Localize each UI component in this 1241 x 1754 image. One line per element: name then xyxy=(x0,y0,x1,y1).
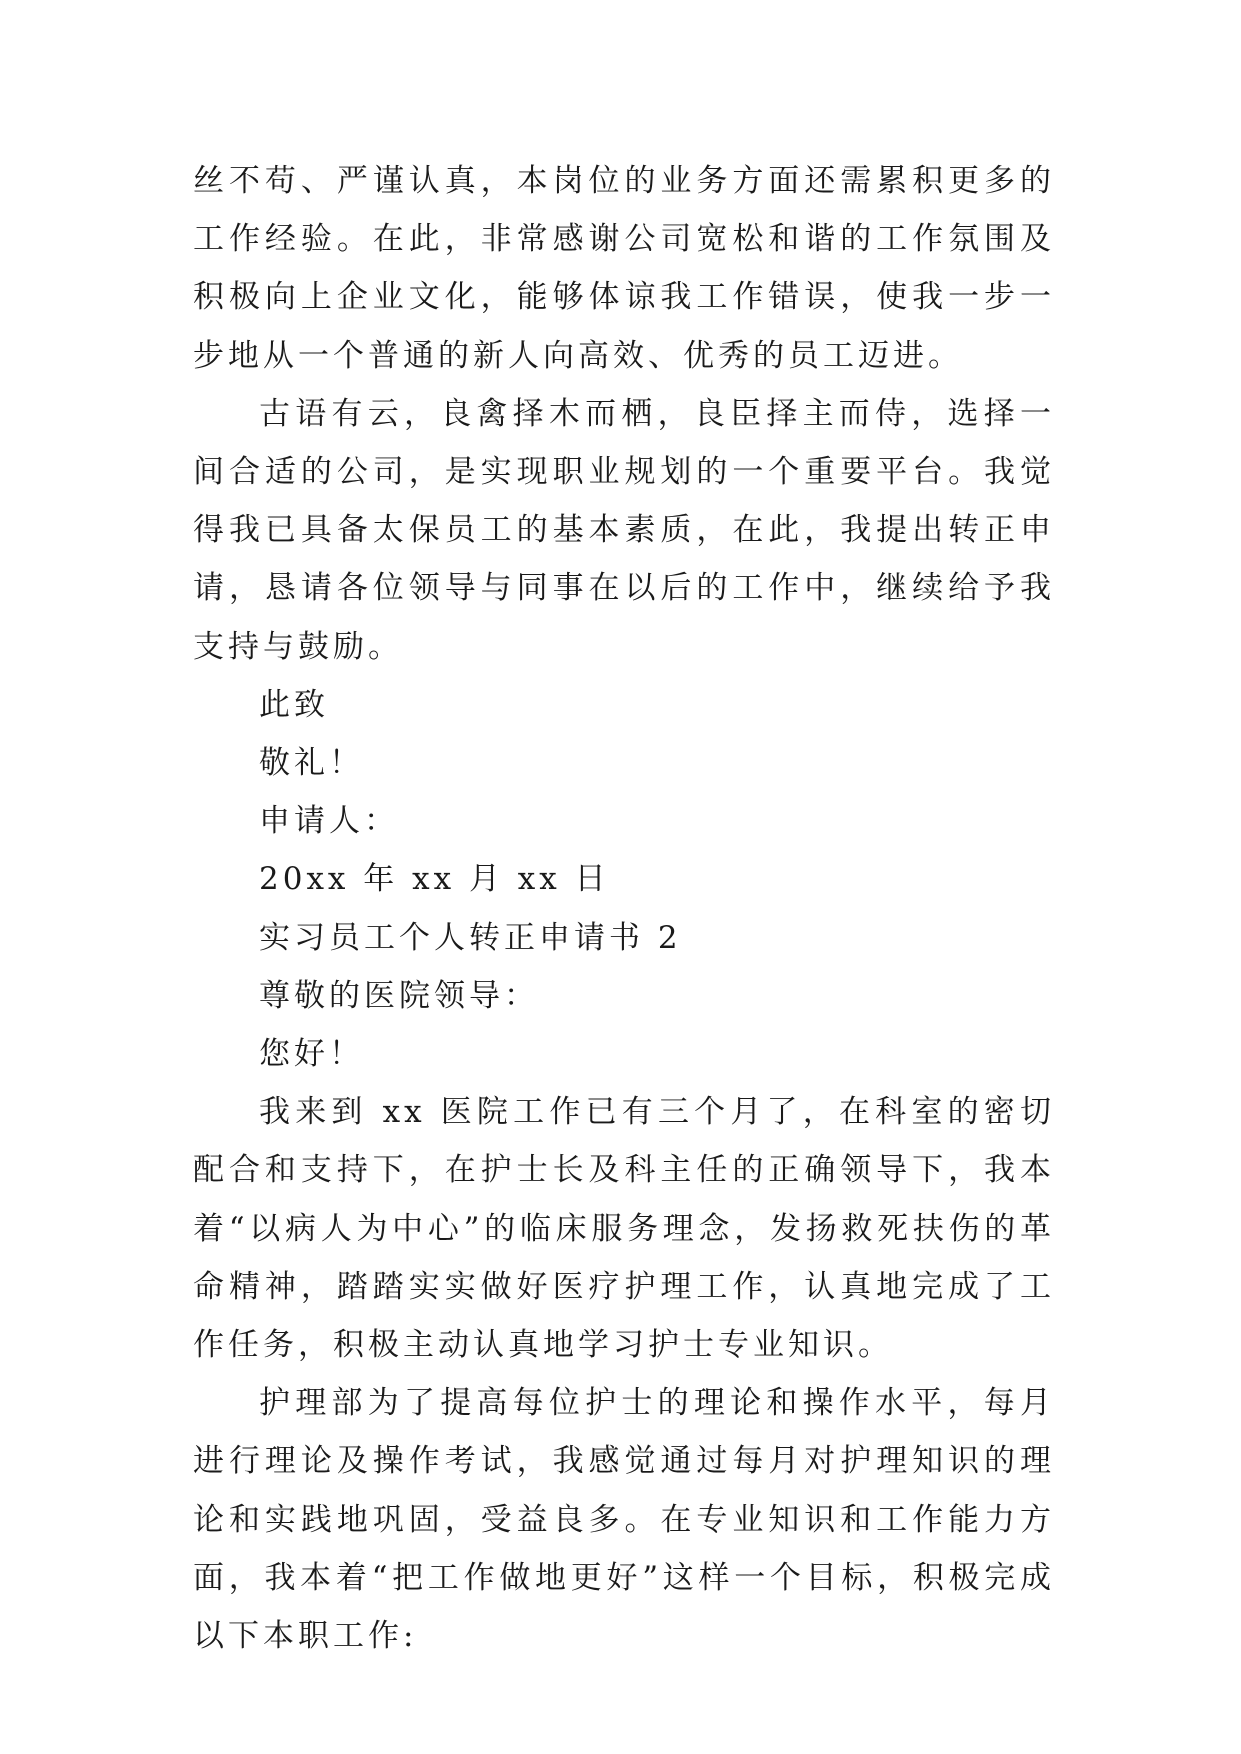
paragraph-body: 我来到 xx 医院工作已有三个月了，在科室的密切配合和支持下，在护士长及科主任的正确领导下，我本着“以病人为中心”的临床服务理念，发扬救死扶伤的革命精神，踏踏实实做好医疗护理工作，认真地完成了工作任务，积极主动认真地学习护士专业知识。 xyxy=(193,1094,1055,1364)
section-title: 实习员工个人转正申请书 2 xyxy=(259,919,682,956)
salutation-cizhi: 此致 xyxy=(259,686,329,723)
salutation-jingli: 敬礼！ xyxy=(259,745,364,782)
paragraph-body: 古语有云，良禽择木而栖，良臣择主而侍，选择一间合适的公司，是实现职业规划的一个重要平台。我觉得我已具备太保员工的基本素质，在此，我提出转正申请，恳请各位领导与同事在以后的工作中，继续给予我支持与鼓励。 xyxy=(193,395,1055,665)
paragraph-continuation: 丝不苟、严谨认真，本岗位的业务方面还需累积更多的工作经验。在此，非常感谢公司宽松和谐的工作氛围及积极向上企业文化，能够体谅我工作错误，使我一步一步地从一个普通的新人向高效、优秀的员工迈进。 xyxy=(193,163,1055,374)
document-body xyxy=(193,152,1055,1665)
applicant-label: 申请人： xyxy=(259,803,399,840)
addressee: 尊敬的医院领导： xyxy=(259,977,539,1014)
greeting: 您好！ xyxy=(259,1036,364,1073)
date-line: 20xx 年 xx 月 xx 日 xyxy=(259,861,610,898)
paragraph-body: 护理部为了提高每位护士的理论和操作水平，每月进行理论及操作考试，我感觉通过每月对护理知识的理论和实践地巩固，受益良多。在专业知识和工作能力方面，我本着“把工作做地更好”这样一个目标，积极完成以下本职工作: xyxy=(193,1385,1055,1655)
